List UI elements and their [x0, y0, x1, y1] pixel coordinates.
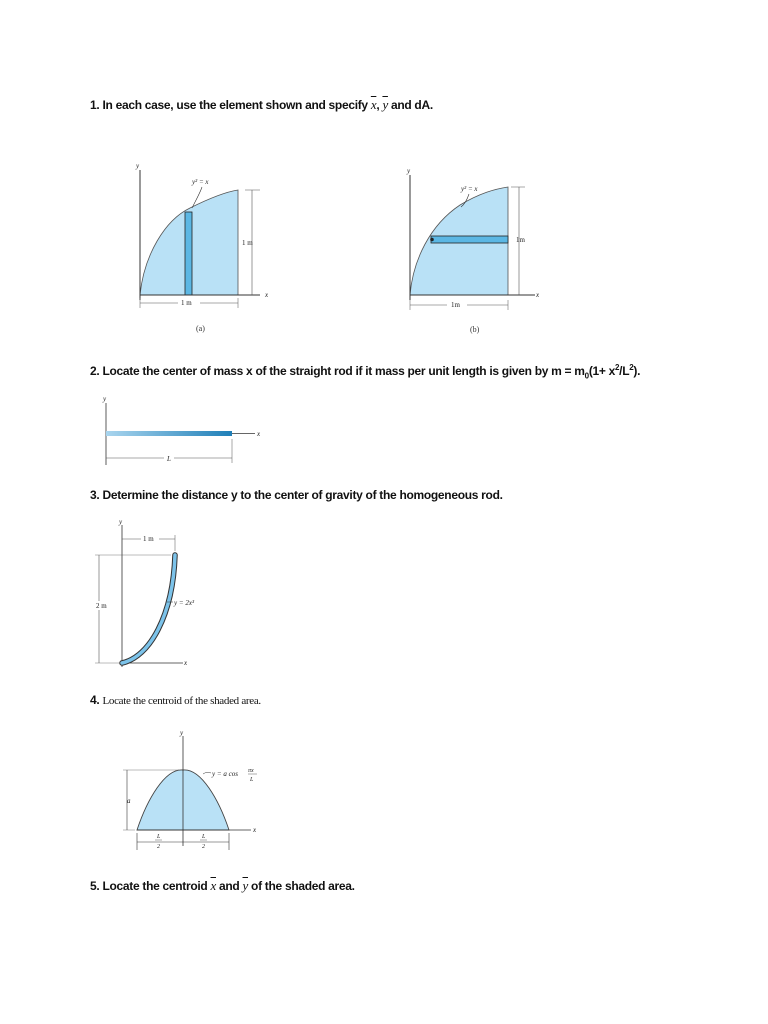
question-number: 5. [90, 879, 100, 893]
length-label: L [167, 455, 171, 463]
question-4 [90, 693, 261, 707]
x-bar-symbol: $\overline{x}$ [210, 878, 216, 893]
x-axis-label: x [265, 291, 269, 299]
figure-2-rod [100, 395, 280, 470]
figure-3-curved-rod [95, 515, 225, 675]
question-text: In each case, use the element shown and specify [102, 98, 368, 112]
curve-equation: y = 2x³ [174, 599, 195, 607]
y-axis-label: y [119, 518, 123, 526]
half-width-numerator-left: L [157, 834, 161, 840]
height-label: 1 m [242, 239, 253, 247]
question-text: Locate the center of mass x of the straight rod if it mass per unit length is given by m = m [102, 364, 585, 378]
figure-4-cosine-area [115, 728, 275, 858]
question-number: 4. [90, 693, 100, 707]
curve-equation: y² = x [192, 178, 209, 186]
question-5 [90, 878, 355, 894]
y-bar-symbol: $\overline{y}$ [382, 97, 388, 112]
superscript: 2 [629, 363, 634, 372]
x-axis-label: x [257, 430, 261, 438]
question-text: Determine the distance y to the center of gravity of the homogeneous rod. [102, 488, 503, 502]
height-label: a [127, 797, 131, 805]
equation-numerator: πx [248, 768, 254, 774]
height-label: 1m [516, 236, 525, 244]
curve-equation: y = a cos [212, 770, 238, 778]
superscript: 2 [615, 363, 620, 372]
x-axis-label: x [253, 826, 257, 834]
conjunction: and [219, 879, 240, 893]
horizontal-element-strip [431, 236, 508, 243]
half-width-denominator-right: 2 [202, 844, 205, 850]
rod [106, 431, 232, 436]
half-width-numerator-right: L [202, 834, 206, 840]
question-text: Locate the centroid of the shaded area. [102, 695, 261, 707]
figure-1b [395, 165, 555, 325]
formula-part: (1+ x [588, 364, 615, 378]
figure-1a [120, 160, 280, 320]
width-label: 1m [451, 301, 460, 309]
height-label: 2 m [96, 602, 107, 610]
question-2 [90, 363, 640, 380]
width-label: 1 m [181, 299, 192, 307]
y-axis-label: y [407, 167, 411, 175]
x-axis-label: x [536, 291, 540, 299]
x-bar-symbol: $\overline{x}$ [370, 97, 377, 112]
x-axis-label: x [184, 659, 188, 667]
figure-caption-a: (a) [196, 324, 205, 333]
question-text-end: and dA. [390, 98, 433, 112]
question-number: 3. [90, 488, 100, 502]
equation-denominator: L [250, 777, 254, 783]
vertical-element-strip [185, 212, 192, 295]
y-axis-label: y [103, 395, 107, 403]
curve-equation: y² = x [461, 185, 478, 193]
figure-caption-b: (b) [470, 325, 480, 334]
width-label: 1 m [143, 535, 154, 543]
y-axis-label: y [180, 729, 184, 737]
formula-part: /L [619, 364, 630, 378]
question-3 [90, 488, 503, 502]
subscript-zero: 0 [584, 371, 589, 381]
half-width-denominator-left: 2 [157, 844, 160, 850]
curved-rod [122, 555, 175, 663]
question-text-end: of the shaded area. [251, 879, 355, 893]
y-bar-symbol: $\overline{y}$ [242, 878, 248, 893]
question-number: 1. [90, 98, 100, 112]
comma: , [376, 98, 380, 112]
question-number: 2. [90, 364, 100, 378]
question-text: Locate the centroid [102, 879, 208, 893]
y-axis-label: y [136, 162, 140, 170]
question-1 [90, 97, 433, 113]
formula-part: ). [633, 364, 641, 378]
